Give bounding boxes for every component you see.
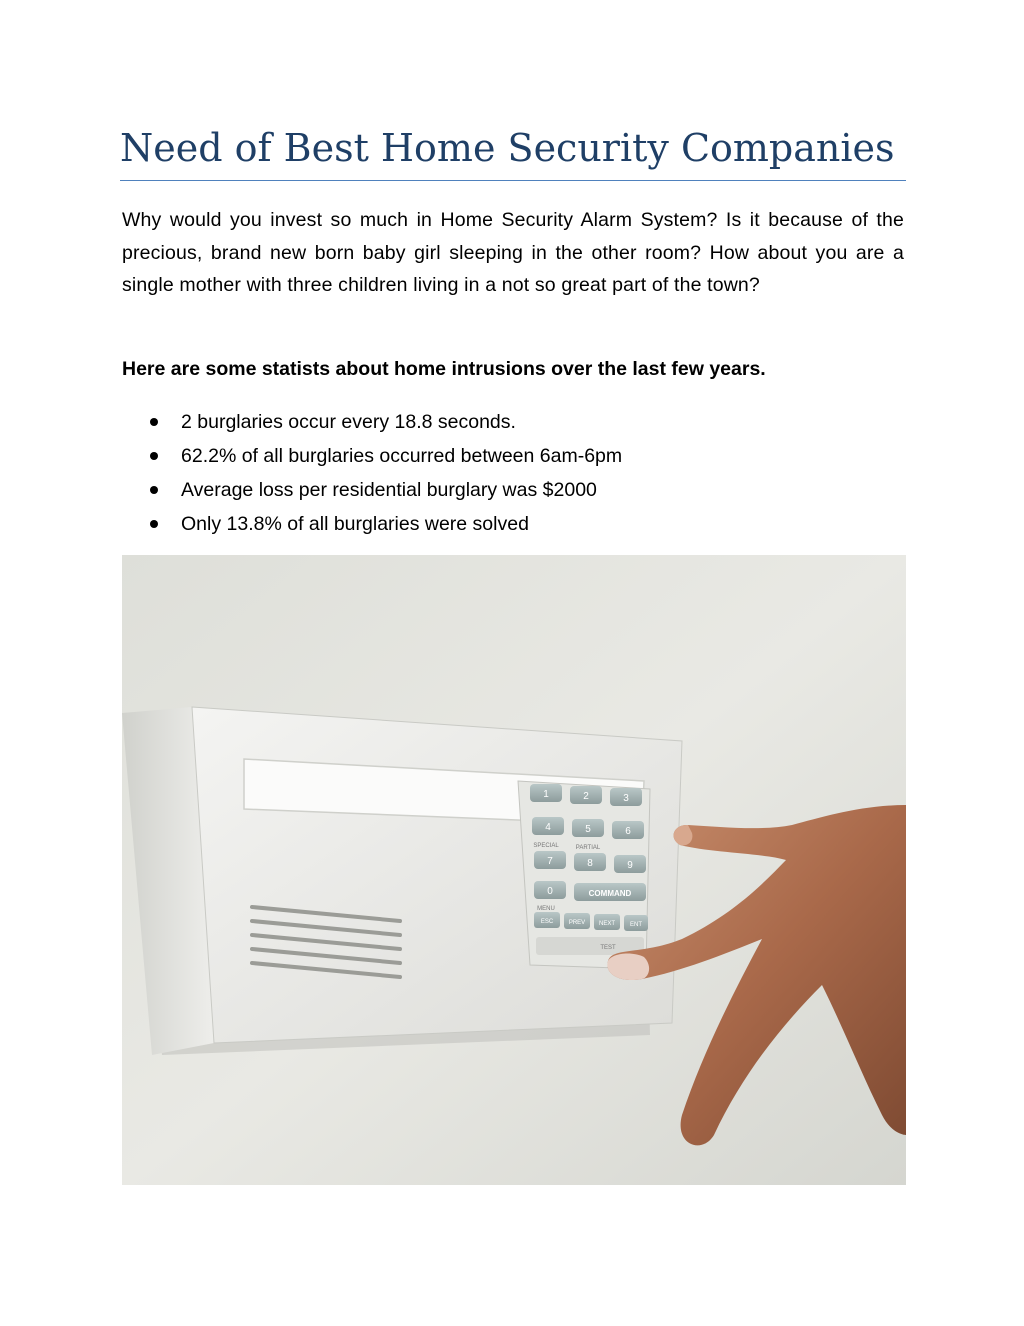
key-label: NEXT	[598, 921, 616, 927]
key-2	[570, 786, 602, 804]
key-label: 0	[547, 886, 553, 897]
bullet-icon	[150, 418, 158, 426]
stats-heading: Here are some statists about home intrusions over the last few years.	[122, 358, 766, 380]
menu-label: MENU	[537, 906, 555, 912]
key-label: 9	[627, 860, 633, 871]
key-label: 1	[543, 789, 549, 800]
key-ent	[624, 915, 648, 931]
partial-label: PARTIAL	[575, 845, 601, 851]
stats-list	[148, 405, 908, 541]
key-0	[534, 881, 566, 899]
key-prev	[564, 913, 590, 929]
key-label: ENT	[630, 922, 642, 928]
alarm-keypad-illustration	[122, 555, 906, 1185]
bullet-icon	[150, 452, 158, 460]
list-item	[148, 507, 908, 541]
key-command	[574, 883, 646, 901]
key-label: PREV	[568, 920, 586, 926]
list-item	[148, 473, 908, 507]
key-label: 7	[547, 856, 553, 867]
list-item-text: Only 13.8% of all burglaries were solved	[181, 513, 529, 535]
page-title: Need of Best Home Security Companies	[120, 126, 895, 170]
key-label: 8	[587, 858, 593, 869]
key-next	[594, 914, 620, 930]
key-label: 4	[545, 822, 551, 833]
key-label: ESC	[540, 919, 554, 925]
key-9	[614, 855, 646, 873]
key-label: 5	[585, 824, 591, 835]
key-5	[572, 819, 604, 837]
key-1	[530, 784, 562, 802]
alarm-keypad-photo	[122, 555, 906, 1185]
intro-paragraph: Why would you invest so much in Home Security Alarm System? Is it because of the precious, brand new born baby girl sleeping in the other room? How about you are a single mother with three children living in a not so great part of the town?	[122, 209, 904, 296]
bullet-icon	[150, 520, 158, 528]
key-4	[532, 817, 564, 835]
list-item-text: Average loss per residential burglary was $2000	[181, 479, 597, 501]
title-underline	[120, 180, 906, 181]
key-8	[574, 853, 606, 871]
key-label: 2	[583, 791, 589, 802]
key-label: 3	[623, 793, 629, 804]
list-item	[148, 405, 908, 439]
key-label: COMMAND	[588, 889, 632, 898]
key-label: 6	[625, 826, 631, 837]
key-6	[612, 821, 644, 839]
special-label: SPECIAL	[533, 843, 559, 849]
test-label: TEST	[600, 945, 616, 951]
list-item	[148, 439, 908, 473]
key-esc	[534, 912, 560, 928]
key-3	[610, 788, 642, 806]
bullet-icon	[150, 486, 158, 494]
list-item-text: 2 burglaries occur every 18.8 seconds.	[181, 411, 516, 433]
list-item-text: 62.2% of all burglaries occurred between 6am-6pm	[181, 445, 623, 467]
key-7	[534, 851, 566, 869]
